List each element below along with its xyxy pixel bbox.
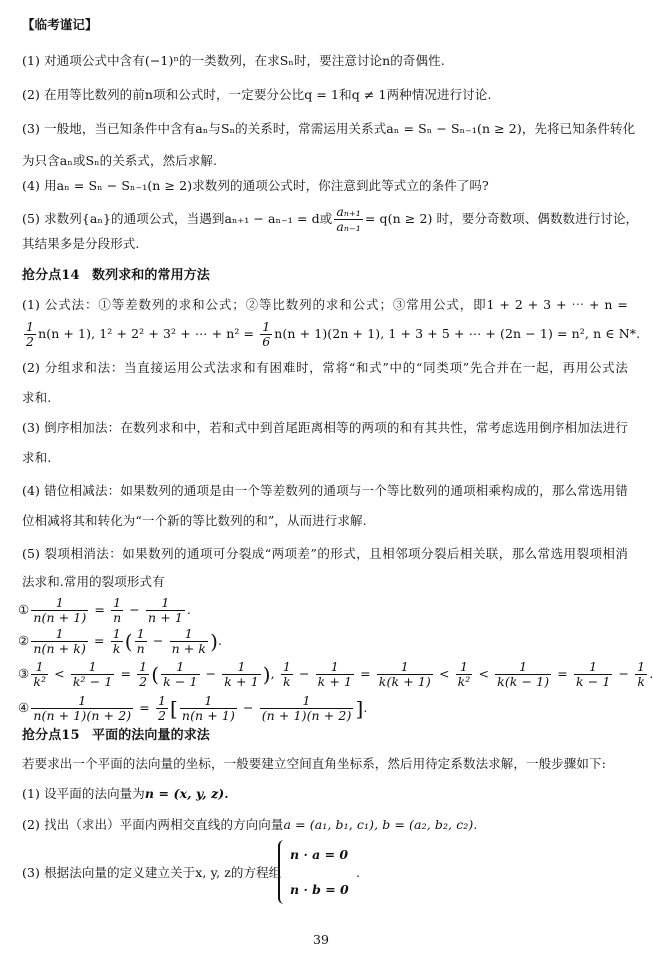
- note-5-a: (5) 求数列{aₙ}的通项公式，当遇到aₙ₊₁ − aₙ₋₁ = d或: [22, 211, 333, 226]
- s14-line-2b: n(n + 1)(2n + 1), 1 + 3 + 5 + ⋯ + (2n − 1) = n², n ∈ N*.: [274, 326, 641, 341]
- s15-line-4: (3) 根据法向量的定义建立关于x, y, z的方程组: [22, 865, 282, 880]
- split-form-4: ④ $\frac{1}{n(n + 1)(n + 2)}$ = $\frac{1}{2}$ [ $\frac{1}{n(n + 1)}$ − $\frac{1}{(n + 1)(n + 2)}$ ].: [18, 693, 368, 723]
- s14-line-4: (3) 倒序相加法：在数列求和中，若和式中到首尾距离相等的两项的和有其共性，常考虑选用倒序相加法进行: [22, 420, 628, 435]
- note-4: (4) 用aₙ = Sₙ − Sₙ₋₁(n ≥ 2)求数列的通项公式时，你注意到此等式立的条件了吗?: [22, 178, 489, 193]
- note-5-b: = q(n ≥ 2) 时，要分奇数项、偶数数进行讨论，: [364, 211, 639, 226]
- s15-line-1: 若要求出一个平面的法向量的坐标，一般要建立空间直角坐标系，然后用待定系数法求解，一般步骤如下:: [22, 756, 606, 771]
- split-form-1: ① $\frac{1}{n(n + 1)}$ = $\frac{1}{n}$ − $\frac{1}{n + 1}$ .: [18, 595, 191, 625]
- sixth-fraction: $\frac{1}{6}$: [262, 319, 271, 349]
- equation-1: n · a = 0: [290, 847, 349, 862]
- s14-line-2a: n(n + 1), 1² + 2² + 3² + ⋯ + n² =: [38, 326, 255, 341]
- note-5-cont: 其结果多是分段形式.: [22, 236, 140, 251]
- ratio-num: aₙ₊₁: [336, 204, 361, 219]
- s14-line-3: (2) 分组求和法：当直接运用公式法求和有困难时，常将“和式”中的“同类项”先合并在一起，再用公式法: [22, 360, 628, 375]
- s14-line-5-cont: 位相减将其和转化为“一个新的等比数列的和”，从而进行求解.: [22, 513, 367, 528]
- s14-line-6: (5) 裂项相消法：如果数列的通项可分裂成“两项差”的形式，且相邻项分裂后相关联，那么常选用裂项相消: [22, 546, 628, 561]
- s14-line-2: [22, 319, 641, 349]
- section15-title: 平面的法向量的求法: [92, 728, 210, 743]
- equation-period: .: [356, 865, 360, 880]
- split-form-3: ③ $\frac{1}{\text{k²}}$ < $\frac{1}{\text{k² − 1}}$ = $\frac{1}{2}$ ( $\frac{1}{k - 1}$ − $\frac{1}{k + 1}$ ), $\frac{1}{k}$ − $\frac{1}{k + 1}$ = $\frac{1}{k(k + 1)}$ < $\frac{1}{\text{k²}}$ < $\frac{1}{k(k - 1)}$ = $\frac{1}{k - 1}$ − $\frac{1}{k}$ .: [18, 659, 653, 689]
- section14-heading: [22, 268, 628, 284]
- s15-line-3: (2) 找出（求出）平面内两相交直线的方向向量a = (a₁, b₁, c₁), b = (a₂, b₂, c₂).: [22, 817, 478, 832]
- split-form-2: ② $\frac{1}{n(n + k)}$ = $\frac{1}{k}$ ( $\frac{1}{n}$ − $\frac{1}{n + k}$ ).: [18, 626, 223, 656]
- section15-num: 抢分点15: [22, 728, 80, 743]
- note-2: (2) 在用等比数列的前n项和公式时，一定要分公比q = 1和q ≠ 1两种情况进行讨论.: [22, 87, 492, 102]
- page-number: 39: [313, 932, 329, 947]
- half-fraction: $\frac{1}{2}$: [26, 319, 35, 349]
- section14-num: 抢分点14: [22, 268, 80, 283]
- section14-title: 数列求和的常用方法: [92, 268, 210, 283]
- note-3-cont: 为只含aₙ或Sₙ的关系式，然后求解.: [22, 153, 218, 168]
- notes-title: 【临考谨记】: [22, 17, 98, 32]
- equation-brace: [278, 840, 290, 904]
- s14-line-5: (4) 错位相减法：如果数列的通项是由一个等差数列的通项与一个等比数列的通项相乘构成的，那么常选用错: [22, 483, 628, 498]
- ratio-den: aₙ₋₁: [336, 219, 361, 234]
- section15-heading: [22, 728, 628, 744]
- s14-line-4-cont: 求和.: [22, 450, 52, 465]
- s15-line-2: (1) 设平面的法向量为n = (x, y, z).: [22, 786, 229, 801]
- s14-line-6-cont: 法求和.常用的裂项形式有: [22, 574, 165, 589]
- s14-line-3-cont: 求和.: [22, 390, 52, 405]
- ratio-fraction: [334, 205, 363, 234]
- note-3: (3) 一般地，当已知条件中含有aₙ与Sₙ的关系时，常需运用关系式aₙ = Sₙ − Sₙ₋₁(n ≥ 2)，先将已知条件转化: [22, 121, 636, 136]
- note-1: (1) 对通项公式中含有(−1)ⁿ的一类数列，在求Sₙ时，要注意讨论n的奇偶性.: [22, 53, 445, 68]
- s14-line-1: (1) 公式法：①等差数列的求和公式；②等比数列的求和公式；③常用公式，即1 + 2 + 3 + ⋯ + n =: [22, 297, 628, 312]
- equation-2: n · b = 0: [290, 882, 349, 897]
- note-5: [22, 204, 639, 234]
